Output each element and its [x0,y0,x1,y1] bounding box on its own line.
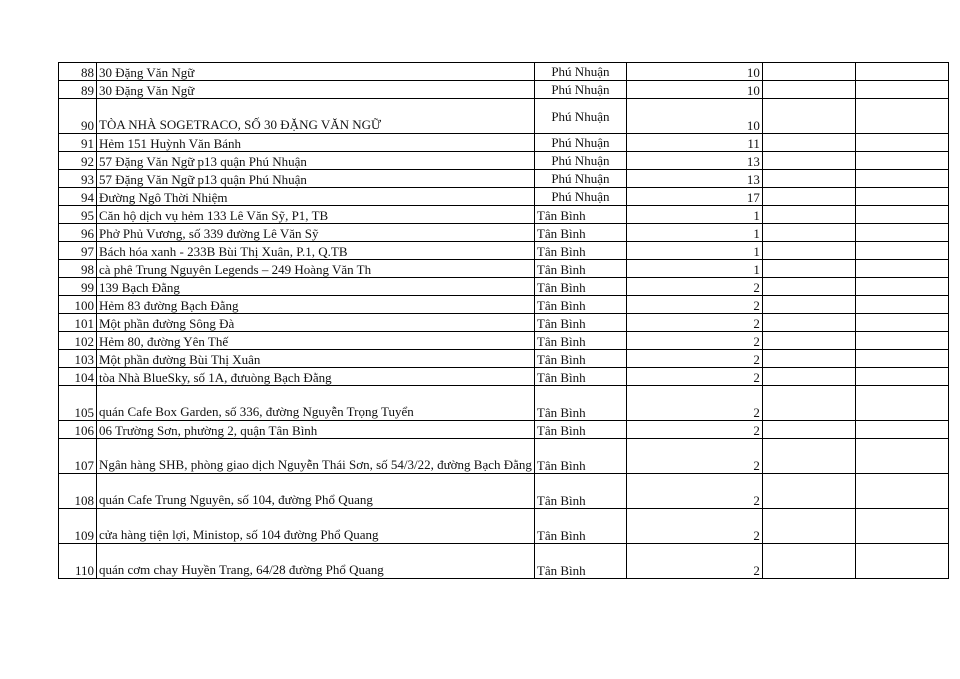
empty-cell [762,296,855,314]
row-number: 89 [59,81,97,99]
row-number: 90 [59,99,97,134]
table-body [59,63,949,579]
address-cell [97,152,535,170]
empty-cell [855,81,948,99]
address-text: Căn hộ dịch vụ hẻm 133 Lê Văn Sỹ, P1, TB [99,208,329,223]
row-number: 109 [59,509,97,544]
row-number: 110 [59,544,97,579]
ward-cell: 13 [626,170,762,188]
address-cell [97,170,535,188]
empty-cell [855,350,948,368]
row-number: 100 [59,296,97,314]
address-cell [97,314,535,332]
row-number: 94 [59,188,97,206]
ward-cell: 11 [626,134,762,152]
district-cell: Phú Nhuận [534,134,626,152]
district-cell: Tân Bình [534,278,626,296]
address-cell [97,81,535,99]
empty-cell [762,99,855,134]
address-text: TÒA NHÀ SOGETRACO, SỐ 30 ĐẶNG VĂN NGỮ [99,117,382,132]
table-row [59,368,949,386]
empty-cell [762,509,855,544]
row-number: 99 [59,278,97,296]
empty-cell [762,544,855,579]
row-number: 102 [59,332,97,350]
empty-cell [762,152,855,170]
empty-cell [762,63,855,81]
district-cell: Tân Bình [534,260,626,278]
ward-cell: 10 [626,99,762,134]
district-cell: Tân Bình [534,509,626,544]
address-cell [97,242,535,260]
address-cell [97,224,535,242]
address-cell [97,509,535,544]
ward-cell: 1 [626,224,762,242]
empty-cell [855,99,948,134]
ward-cell: 2 [626,296,762,314]
district-cell: Tân Bình [534,242,626,260]
row-number: 103 [59,350,97,368]
table-row [59,386,949,421]
table-row [59,314,949,332]
ward-cell: 1 [626,242,762,260]
empty-cell [855,188,948,206]
row-number: 96 [59,224,97,242]
table-row [59,134,949,152]
ward-cell: 2 [626,368,762,386]
address-text: Đường Ngô Thời Nhiệm [99,190,228,205]
ward-cell: 2 [626,332,762,350]
empty-cell [855,544,948,579]
row-number: 91 [59,134,97,152]
ward-cell: 17 [626,188,762,206]
row-number: 104 [59,368,97,386]
address-text: Hẻm 83 đường Bạch Đằng [99,298,239,313]
table-row [59,296,949,314]
table-row [59,332,949,350]
district-cell: Tân Bình [534,314,626,332]
district-cell: Phú Nhuận [534,99,626,134]
empty-cell [855,278,948,296]
location-table [58,62,949,579]
ward-cell: 10 [626,81,762,99]
row-number: 93 [59,170,97,188]
empty-cell [855,152,948,170]
empty-cell [855,134,948,152]
district-cell: Phú Nhuận [534,152,626,170]
address-cell [97,188,535,206]
empty-cell [855,296,948,314]
ward-cell: 2 [626,386,762,421]
empty-cell [762,188,855,206]
table-row [59,509,949,544]
table-row [59,350,949,368]
table-row [59,63,949,81]
address-cell [97,296,535,314]
district-cell: Tân Bình [534,224,626,242]
table-row [59,242,949,260]
row-number: 101 [59,314,97,332]
table-row [59,188,949,206]
table-row [59,439,949,474]
address-text: tòa Nhà BlueSky, số 1A, đưuòng Bạch Đằng [99,370,332,385]
district-cell: Tân Bình [534,350,626,368]
empty-cell [855,170,948,188]
empty-cell [762,332,855,350]
ward-cell: 2 [626,278,762,296]
address-cell [97,439,535,474]
row-number: 98 [59,260,97,278]
empty-cell [762,134,855,152]
address-text: Một phần đường Bùi Thị Xuân [99,352,261,367]
address-cell [97,350,535,368]
empty-cell [762,278,855,296]
district-cell: Tân Bình [534,386,626,421]
table-row [59,474,949,509]
table-row [59,99,949,134]
address-text: 139 Bạch Đằng [99,280,180,295]
address-cell [97,544,535,579]
ward-cell: 13 [626,152,762,170]
address-text: quán Cafe Trung Nguyên, số 104, đường Phổ Quang [99,492,373,507]
address-text: 30 Đặng Văn Ngữ [99,65,195,80]
address-text: 57 Đặng Văn Ngữ p13 quận Phú Nhuận [99,154,307,169]
ward-cell: 2 [626,421,762,439]
ward-cell: 2 [626,314,762,332]
empty-cell [762,350,855,368]
ward-cell: 2 [626,439,762,474]
empty-cell [855,63,948,81]
table-row [59,152,949,170]
address-cell [97,386,535,421]
empty-cell [762,439,855,474]
address-text: Hẻm 151 Huỳnh Văn Bánh [99,136,242,151]
address-text: quán Cafe Box Garden, số 336, đường Nguyễn Trọng Tuyển [99,404,414,419]
address-cell [97,332,535,350]
row-number: 97 [59,242,97,260]
empty-cell [762,170,855,188]
empty-cell [762,260,855,278]
address-cell [97,421,535,439]
row-number: 108 [59,474,97,509]
empty-cell [855,314,948,332]
empty-cell [762,242,855,260]
address-cell [97,99,535,134]
address-text: Một phần đường Sông Đà [99,316,235,331]
empty-cell [762,81,855,99]
empty-cell [855,439,948,474]
ward-cell: 2 [626,509,762,544]
district-cell: Phú Nhuận [534,63,626,81]
district-cell: Tân Bình [534,439,626,474]
district-cell: Tân Bình [534,474,626,509]
empty-cell [855,509,948,544]
empty-cell [762,314,855,332]
empty-cell [762,474,855,509]
address-text: 57 Đặng Văn Ngữ p13 quận Phú Nhuận [99,172,307,187]
empty-cell [855,386,948,421]
empty-cell [855,242,948,260]
table-row [59,206,949,224]
table-row [59,81,949,99]
district-cell: Phú Nhuận [534,188,626,206]
address-text: Bách hóa xanh - 233B Bùi Thị Xuân, P.1, Q.TB [99,244,348,259]
address-cell [97,474,535,509]
empty-cell [855,368,948,386]
address-cell [97,206,535,224]
table-row [59,260,949,278]
row-number: 106 [59,421,97,439]
address-text: Ngân hàng SHB, phòng giao dịch Nguyễn Thái Sơn, số 54/3/22, đường Bạch Đằng [99,457,532,472]
empty-cell [855,260,948,278]
empty-cell [762,206,855,224]
empty-cell [855,474,948,509]
district-cell: Tân Bình [534,206,626,224]
address-text: Phở Phủ Vương, số 339 đường Lê Văn Sỹ [99,226,319,241]
district-cell: Tân Bình [534,296,626,314]
empty-cell [855,206,948,224]
table-row [59,421,949,439]
district-cell: Tân Bình [534,421,626,439]
table-row [59,170,949,188]
address-text: Hẻm 80, đường Yên Thế [99,334,229,349]
empty-cell [762,368,855,386]
address-cell [97,134,535,152]
address-text: cửa hàng tiện lợi, Ministop, số 104 đường Phổ Quang [99,527,379,542]
district-cell: Phú Nhuận [534,170,626,188]
address-cell [97,63,535,81]
ward-cell: 2 [626,474,762,509]
address-text: quán cơm chay Huyền Trang, 64/28 đường Phổ Quang [99,562,384,577]
row-number: 92 [59,152,97,170]
address-text: cà phê Trung Nguyên Legends – 249 Hoàng Văn Th [99,262,372,277]
address-text: 30 Đặng Văn Ngữ [99,83,195,98]
ward-cell: 10 [626,63,762,81]
address-text: 06 Trường Sơn, phường 2, quận Tân Bình [99,423,318,438]
empty-cell [855,421,948,439]
table-row [59,224,949,242]
empty-cell [762,421,855,439]
row-number: 88 [59,63,97,81]
ward-cell: 2 [626,544,762,579]
district-cell: Phú Nhuận [534,81,626,99]
address-cell [97,278,535,296]
row-number: 107 [59,439,97,474]
district-cell: Tân Bình [534,332,626,350]
district-cell: Tân Bình [534,368,626,386]
district-cell: Tân Bình [534,544,626,579]
ward-cell: 1 [626,260,762,278]
empty-cell [855,332,948,350]
empty-cell [762,224,855,242]
address-cell [97,260,535,278]
ward-cell: 1 [626,206,762,224]
row-number: 105 [59,386,97,421]
table-row [59,278,949,296]
ward-cell: 2 [626,350,762,368]
table-row [59,544,949,579]
empty-cell [855,224,948,242]
row-number: 95 [59,206,97,224]
address-cell [97,368,535,386]
empty-cell [762,386,855,421]
